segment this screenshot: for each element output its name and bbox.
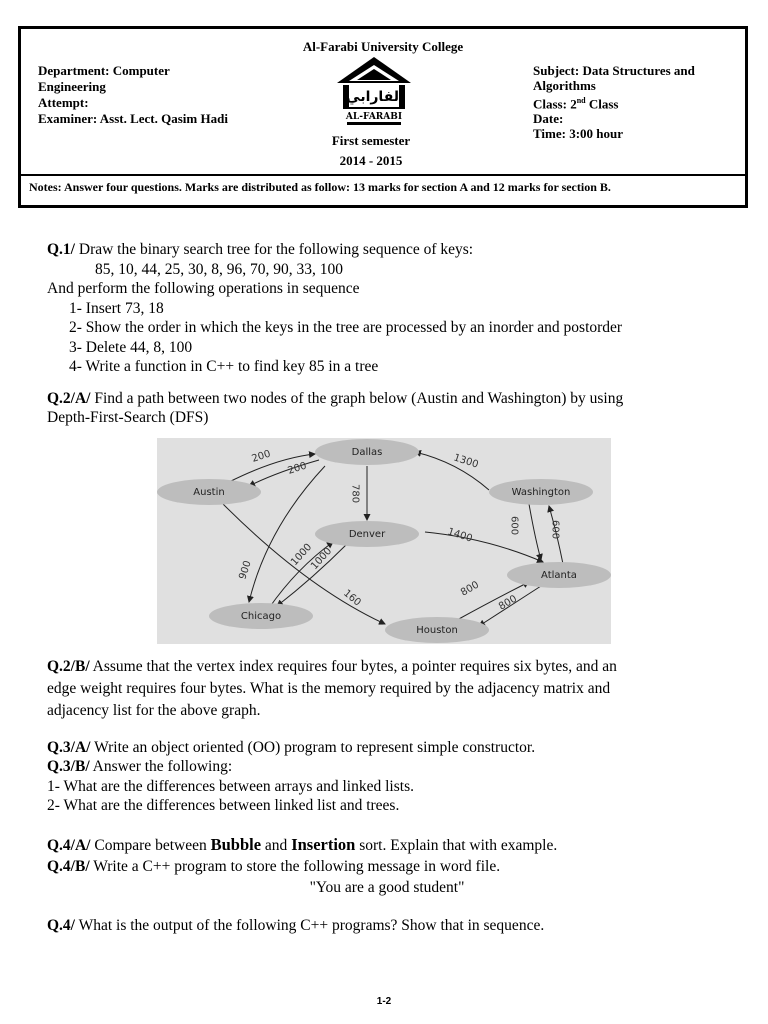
q3b-line [47,757,727,777]
q3a-label: Q.3/A/ [47,738,91,756]
weight-label: 800 [497,593,520,613]
q4a-bubble: Bubble [210,834,262,854]
class-line [533,93,733,111]
q4-label: Q.4/ [47,916,75,934]
class-sup: nd [576,96,586,105]
q2b-line [47,656,727,678]
department: Department: Computer [38,63,170,78]
q1-item: 3- Delete 44, 8, 100 [69,338,193,356]
page-number: 1-2 [376,996,392,1007]
weight-label: 600 [549,519,561,539]
q1-label: Q.1/ [47,241,75,258]
weight-label: 800 [459,579,482,599]
q1-item: 1- Insert 73, 18 [69,299,164,317]
q3a-text: Write an object oriented (OO) program to represent simple constructor. [90,738,536,756]
q4a-and: and [261,836,292,854]
q4a-pre: Compare between [90,836,211,854]
weight-label: 1000 [309,545,335,572]
q2b-line2: edge weight requires four bytes. What is the memory required by the adjacency matrix and [47,679,611,697]
class-prefix: Class: 2 [533,96,577,112]
q2b-line3: adjacency list for the above graph. [47,701,261,719]
q1-keys: 85, 10, 44, 25, 30, 8, 96, 70, 90, 33, 100 [95,260,343,278]
exam-header [18,26,748,208]
spacer [47,816,727,834]
spacer [47,898,727,916]
weight-label: 200 [250,447,273,465]
q4a-line [47,834,727,856]
subject: Subject: Data Structures and [533,63,695,78]
q2b-text: Assume that the vertex index requires four bytes, a pointer requires six bytes, and an [89,657,617,675]
class-suffix: Class [585,96,619,112]
q3b-item: 2- What are the differences between linked list and trees. [47,797,400,814]
q4b-label: Q.4/B/ [47,857,90,875]
q4b-text: Write a C++ program to store the following message in word file. [89,857,501,875]
college-logo [329,53,419,131]
time: Time: 3:00 hour [533,126,624,142]
q2a-text: Find a path between two nodes of the graph below (Austin and Washington) by using [90,389,624,407]
q4b-message: "You are a good student" [309,878,465,896]
node-label: Houston [416,624,458,636]
weight-label: 200 [286,459,309,477]
q4a-label: Q.4/A/ [47,836,91,854]
q1-item: 2- Show the order in which the keys in the tree are processed by an inorder and postorder [69,319,623,336]
node-label: Denver [348,528,386,540]
q1-text: Draw the binary search tree for the following sequence of keys: [75,241,474,258]
node-label: Washington [511,486,571,498]
q3b-label: Q.3/B/ [47,758,90,775]
q4-line [47,916,727,936]
weight-label: 900 [237,558,254,581]
spacer [47,722,727,738]
examiner: Examiner: Asst. Lect. Qasim Hadi [38,111,228,126]
node-label: Atlanta [541,569,577,581]
notes: Notes: Answer four questions. Marks are distributed as follow: 13 marks for section A and 12 marks for section B. [29,180,611,194]
header-center-info [321,131,421,171]
department-cont: Engineering [38,79,106,94]
header-left-info [38,63,228,127]
weight-label: 160 [341,587,363,609]
weight-label: 1400 [446,525,474,545]
spacer [47,644,727,656]
q4-text: What is the output of the following C++ programs? Show that in sequence. [75,916,545,934]
graph-figure [157,438,611,644]
node-label: Dallas [351,446,383,458]
college-name: Al-Farabi University College [302,39,464,54]
q2a-line [47,389,727,409]
q4a-insertion: Insertion [291,834,356,854]
academic-year: 2014 - 2015 [339,153,403,168]
subject-cont: Algorithms [533,78,596,93]
q3b-text: Answer the following: [89,758,233,775]
q3b-item: 1- What are the differences between arrays and linked lists. [47,777,414,795]
q1-item: 4- Write a function in C++ to find key 85 in a tree [69,358,379,375]
logo-arabic-text: الفارابي [346,89,404,105]
weight-label: 780 [349,483,361,503]
logo-latin-text: AL-FARABI [345,112,403,122]
weight-label: 600 [508,515,520,535]
q4b-line [47,856,727,877]
weight-label: 1300 [452,451,480,471]
exam-content [47,240,727,935]
q4a-post: sort. Explain that with example. [355,836,558,854]
q2a-label: Q.2/A/ [47,389,91,407]
semester: First semester [331,133,411,148]
q1-intro: And perform the following operations in sequence [47,280,360,297]
q3a-line [47,738,727,758]
q1-line [47,240,727,260]
spacer [47,377,727,389]
node-label: Austin [193,486,225,498]
node-label: Chicago [240,610,282,622]
header-right-info [533,63,733,141]
weight-label: 1000 [289,541,315,568]
date: Date: [533,111,564,127]
attempt: Attempt: [38,95,89,110]
q2a-line2: Depth-First-Search (DFS) [47,409,209,426]
notes-divider [21,174,745,176]
q2b-label: Q.2/B/ [47,657,90,675]
